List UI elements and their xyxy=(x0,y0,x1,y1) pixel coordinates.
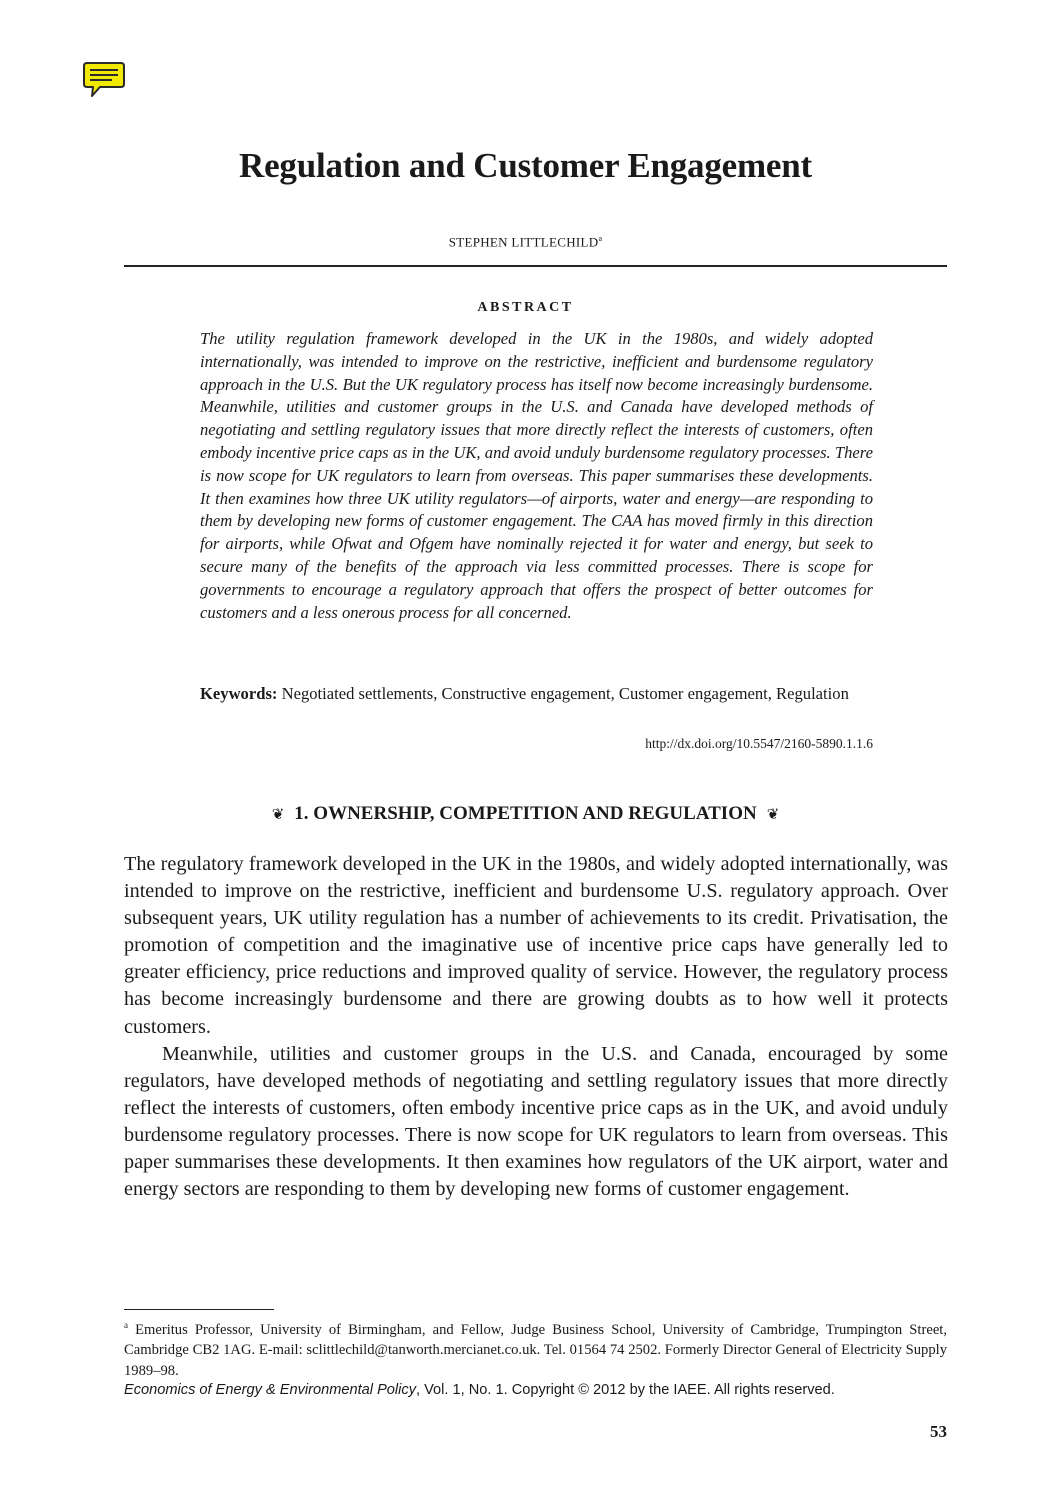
paper-title: Regulation and Customer Engagement xyxy=(239,146,812,185)
keywords-label: Keywords: xyxy=(200,684,278,703)
keywords xyxy=(200,682,873,705)
journal-name: Economics of Energy & Environmental Policy xyxy=(124,1382,417,1398)
fleuron-left-icon: ❦ xyxy=(271,807,285,823)
author-line xyxy=(0,234,1051,250)
paragraph: Meanwhile, utilities and customer groups in the U.S. and Canada, encouraged by some regulators, have developed methods of negotiating and settling regulatory issues that more directly reflect the interests of customers, often embody incentive price caps as in the UK, and avoid unduly burdensome regulatory processes. There is now scope for UK regulators to learn from overseas. This paper summarises these developments. It then examines how regulators of the UK airport, water and energy sectors are responding to them by developing new forms of customer engagement. xyxy=(124,1042,948,1201)
footnote-mark: a xyxy=(124,1320,128,1330)
doi-link[interactable]: http://dx.doi.org/10.5547/2160-5890.1.1.6 xyxy=(645,736,873,751)
author-footnote-mark: a xyxy=(598,234,603,243)
author-name: STEPHEN LITTLECHILD xyxy=(448,234,599,250)
header-rule xyxy=(124,265,947,267)
footnote xyxy=(124,1315,947,1382)
keywords-list: Negotiated settlements, Constructive engagement, Customer engagement, Regulation xyxy=(281,684,849,703)
body-text xyxy=(124,851,948,1203)
sticky-note-icon[interactable] xyxy=(82,60,126,100)
journal-citation xyxy=(124,1382,835,1398)
footnote-text: Emeritus Professor, University of Birmingham, and Fellow, Judge Business School, University of Cambridge, Trumpington Street, Cambridge CB2 1AG. E-mail: sclittlechild@tanworth.mercianet.co.uk. Tel. 01564 74 2502. Formerly Director General of Electricity Supply 1989–98. xyxy=(124,1321,947,1380)
section-title: 1. OWNERSHIP, COMPETITION AND REGULATION xyxy=(294,803,757,824)
journal-details: , Vol. 1, No. 1. Copyright © 2012 by the IAEE. All rights reserved. xyxy=(416,1382,835,1398)
section-heading xyxy=(0,803,1051,825)
fleuron-right-icon: ❦ xyxy=(766,807,780,823)
abstract-heading: ABSTRACT xyxy=(477,300,574,315)
abstract-text: The utility regulation framework developed in the UK in the 1980s, and widely adopted internationally, was intended to improve on the restrictive, inefficient and burdensome regulatory approach in the U.S. But the UK regulatory process has itself now become increasingly burdensome. Meanwhile, utilities and customer groups in the U.S. and Canada have developed methods of negotiating and settling regulatory issues that more directly reflect the interests of customers, often embody incentive price caps as in the UK, and avoid unduly burdensome regulatory processes. There is now scope for UK regulators to learn from overseas. This paper summarises these developments. It then examines how three UK utility regulators—of airports, water and energy—are responding to them by developing new forms of customer engagement. The CAA has moved firmly in this direction for airports, while Ofwat and Ofgem have nominally rejected it for water and energy, but seek to secure many of the benefits of the approach via less committed processes. There is scope for governments to encourage a regulatory approach that offers the prospect of better outcomes for customers and a less onerous process for all concerned. xyxy=(200,329,873,622)
paragraph: The regulatory framework developed in the UK in the 1980s, and widely adopted internationally, was intended to improve on the restrictive, inefficient and burdensome U.S. regulatory approach. Over subsequent years, UK utility regulation has a number of achievements to its credit. Privatisation, the promotion of competition and the imaginative use of incentive price caps have generally led to greater efficiency, price reductions and improved quality of service. However, the regulatory process has become increasingly burdensome and there are growing doubts as to how well it protects customers. xyxy=(124,853,948,1038)
footnote-rule xyxy=(124,1309,274,1310)
page-number: 53 xyxy=(930,1422,947,1441)
